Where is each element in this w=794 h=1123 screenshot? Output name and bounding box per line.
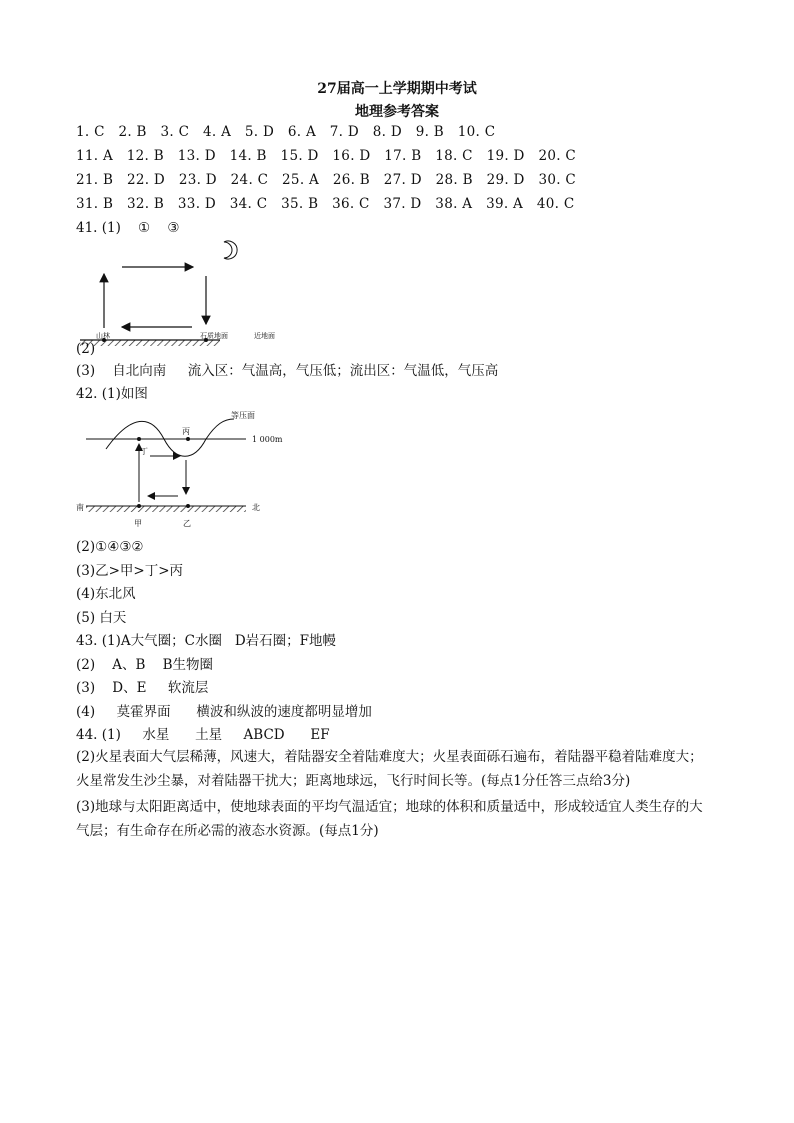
- isobar-diagram: [76, 404, 306, 532]
- label-near-ground: 近地面: [254, 332, 275, 340]
- label-jia: 甲: [134, 519, 142, 528]
- label-ding: 丁: [140, 447, 148, 456]
- page-title: 27届高一上学期期中考试: [317, 81, 477, 97]
- q42-part5: (5) 白天: [76, 610, 127, 626]
- answer-row: 31. B 32. B 33. D 34. C 35. B 36. C 37. D 38. A 39. A 40. C: [76, 196, 575, 212]
- label-south: 南: [76, 503, 84, 512]
- label-bing: 丙: [182, 427, 190, 436]
- q42-part2: (2)①④③②: [76, 539, 144, 555]
- q43-part4: (4) 莫霍界面 横波和纵波的速度都明显增加: [76, 704, 372, 720]
- circulation-diagram: [76, 236, 306, 352]
- label-isobaric-surface: 等压面: [231, 411, 255, 420]
- answer-row: 1. C 2. B 3. C 4. A 5. D 6. A 7. D 8. D 9. B 10. C: [76, 124, 496, 140]
- label-north: 北: [252, 503, 260, 512]
- q42-part4: (4)东北风: [76, 586, 136, 602]
- q41-part3: (3) 自北向南 流入区：气温高，气压低；流出区：气温低，气压高: [76, 363, 499, 379]
- q44-part1: 44. (1) 水星 土星 ABCD EF: [76, 727, 330, 743]
- q42-part1: 42. (1)如图: [76, 386, 148, 402]
- answer-row: 21. B 22. D 23. D 24. C 25. A 26. B 27. D 28. B 29. D 30. C: [76, 172, 577, 188]
- q41-part1: 41. (1) ① ③: [76, 220, 180, 236]
- ground-hatch: [80, 340, 220, 346]
- q43-part2: (2) A、B B生物圈: [76, 657, 214, 673]
- label-rocky-ground: 石质地面: [200, 332, 228, 340]
- isobaric-curve: [106, 419, 234, 456]
- label-yi: 乙: [183, 519, 191, 528]
- ground-hatch: [86, 506, 246, 512]
- q43-part1: 43. (1)A大气圈；C水圈 D岩石圈；F地幔: [76, 633, 337, 649]
- label-mountain: 山林: [96, 332, 110, 340]
- moon-icon: [224, 241, 237, 259]
- q41-part2: (2): [76, 341, 96, 357]
- label-height: 1 000m: [252, 435, 283, 444]
- q42-part3: (3)乙>甲>丁>丙: [76, 563, 184, 579]
- page-subtitle: 地理参考答案: [355, 104, 439, 120]
- q44-part2: (2)火星表面大气层稀薄，风速大，着陆器安全着陆难度大；火星表面砾石遍布，着陆器平稳着陆难度大；火星常发生沙尘暴，对着陆器干扰大；距离地球远，飞行时间长等。(每点1分任答三点给3分): [76, 749, 703, 789]
- answer-row: 11. A 12. B 13. D 14. B 15. D 16. D 17. B 18. C 19. D 20. C: [76, 148, 577, 164]
- q43-part3: (3) D、E 软流层: [76, 680, 209, 696]
- q44-part3: (3)地球与太阳距离适中，使地球表面的平均气温适宜；地球的体积和质量适中，形成较适宜人类生存的大气层；有生命存在所必需的液态水资源。(每点1分): [76, 799, 703, 839]
